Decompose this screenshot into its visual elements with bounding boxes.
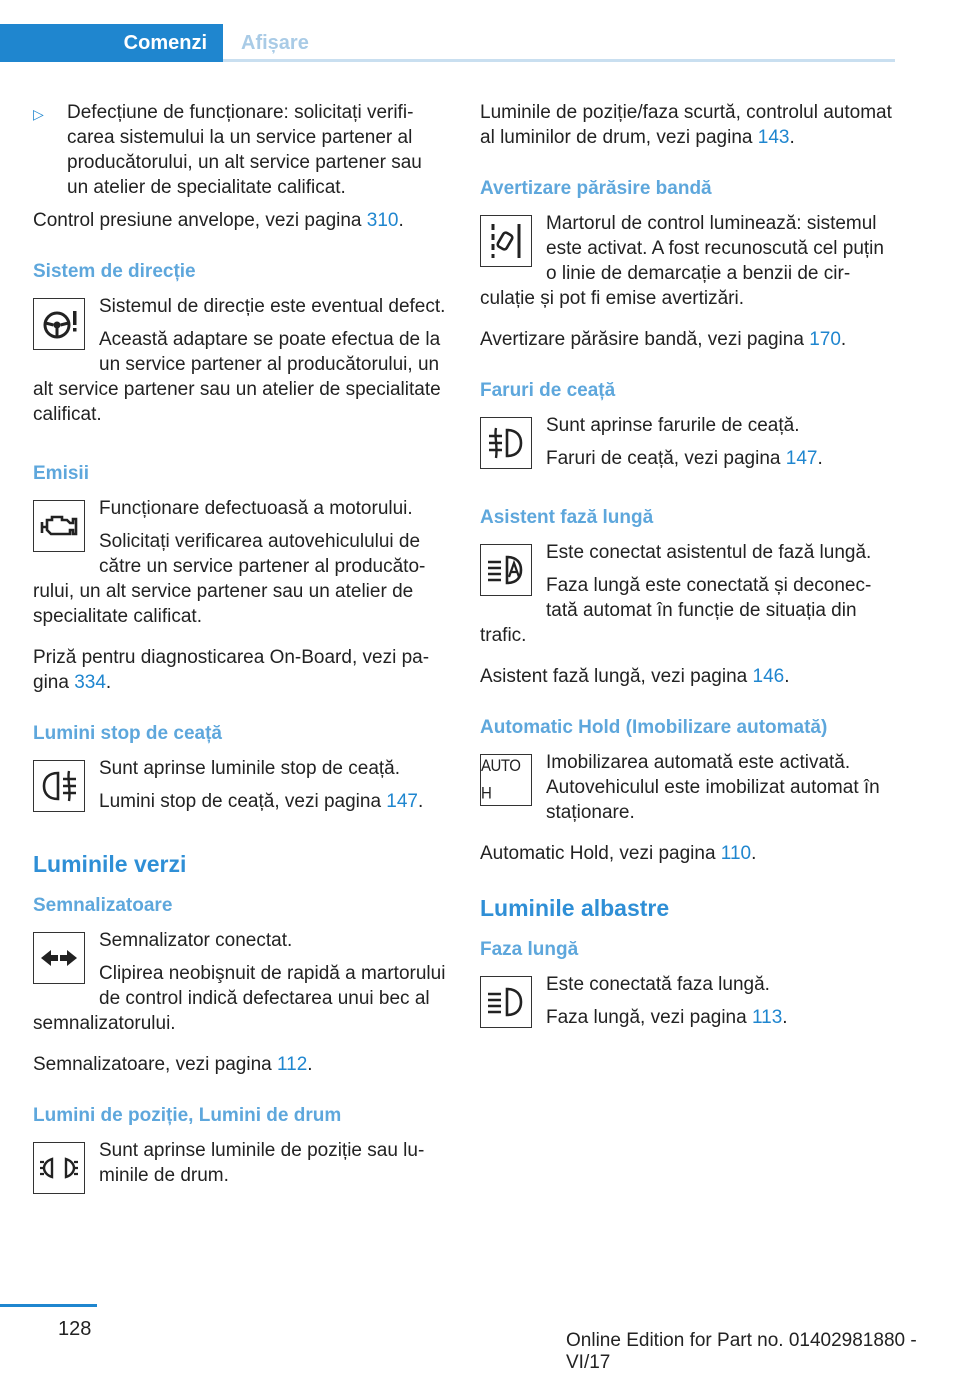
indicators-heading: Semnalizatoare — [33, 895, 173, 916]
tab-comenzi[interactable]: Comenzi — [0, 24, 223, 62]
emissions-entry: Funcționare defectuoasă a motorului. Solicitați verificarea autovehiculului de către un service partener al producătorului, un alt service partener sau un atelier de specialitate calificat. — [33, 498, 426, 627]
rear-fog-heading: Lumini stop de ceață — [33, 723, 222, 744]
page-number: 128 — [58, 1318, 92, 1340]
rear-fog-light-icon — [33, 760, 85, 812]
auto-hold-icon-label: AUTO H — [481, 756, 521, 804]
front-fog-heading: Faruri de ceață — [480, 380, 616, 401]
malfunction-bullet — [33, 100, 447, 200]
lane-departure-icon — [480, 215, 532, 267]
hba-heading: Asistent fază lungă — [480, 507, 654, 528]
auto-hold-icon — [480, 754, 532, 806]
steering-warning-icon — [33, 298, 85, 350]
autohold-ref: Automatic Hold, vezi pagina 110. — [480, 843, 757, 864]
page-link-310[interactable]: 310 — [366, 210, 399, 231]
high-beam-heading: Faza lungă — [480, 939, 579, 960]
steering-heading: Sistem de direcție — [33, 261, 196, 282]
header-tabs — [0, 24, 895, 62]
obd-socket-ref: Priză pentru diagnosticarea On-Board, vezi pagina 334. — [33, 647, 430, 693]
indicators-entry: Semnalizator conectat. Clipirea neobişnuit de rapidă a martorului de control indică defectarea unui bec al semnalizatorului. — [33, 930, 446, 1034]
page-link-146[interactable]: 146 — [752, 666, 785, 687]
high-beam-entry: Este conectată faza lungă. Faza lungă, vezi pagina 113. — [480, 972, 894, 1038]
page-link-113[interactable]: 113 — [751, 1007, 783, 1028]
position-lights-icon — [33, 1142, 85, 1194]
position-lights-heading: Lumini de poziție, Lumini de drum — [33, 1105, 342, 1126]
lane-entry: Martorul de control luminează: sistemul este activat. A fost recunoscută cel puțin o linie de demarcație a benzii de circulație și pot fi emise avertizări. — [480, 213, 884, 309]
page-link-112[interactable]: 112 — [276, 1054, 308, 1075]
emissions-heading: Emisii — [33, 463, 89, 484]
steering-entry: Sistemul de direcție este eventual defect. Această adaptare se poate efectua de la un service partener al producătorului, un alt service partener sau un atelier de specialitate calificat. — [33, 296, 446, 425]
turn-signal-arrows-icon — [33, 932, 85, 984]
page-link-147-front[interactable]: 147 — [785, 448, 818, 469]
bullet-text: Defecțiune de funcționare: solicitați verificarea sistemului la un service partener al producătorului, un alt service partener sau un atelier de specialitate calificat. — [67, 102, 422, 198]
triangle-bullet-icon: ▷ — [33, 106, 44, 122]
lane-heading: Avertizare părăsire bandă — [480, 178, 712, 199]
page-link-110[interactable]: 110 — [720, 843, 752, 864]
edition-note: Online Edition for Part no. 01402981880 - VI/17 — [566, 1330, 917, 1373]
left-column — [33, 100, 447, 1208]
blue-lights-heading: Luminile albastre — [480, 895, 670, 921]
indicators-ref: Semnalizatoare, vezi pagina 112. — [33, 1054, 313, 1075]
green-lights-heading: Luminile verzi — [33, 851, 187, 877]
tire-pressure-ref: Control presiune anvelope, vezi pagina 310. — [33, 210, 404, 231]
lane-ref: Avertizare părăsire bandă, vezi pagina 170. — [480, 329, 847, 350]
hba-ref: Asistent fază lungă, vezi pagina 146. — [480, 666, 790, 687]
page-link-147[interactable]: 147 — [386, 791, 418, 812]
footer-accent-line — [0, 1304, 97, 1307]
intro-ref: Luminile de poziție/faza scurtă, controlul automat al luminilor de drum, vezi pagina 143. — [480, 102, 892, 148]
front-fog-light-icon — [480, 417, 532, 469]
right-column — [480, 100, 894, 1046]
page-link-170[interactable]: 170 — [809, 329, 841, 350]
high-beam-icon — [480, 976, 532, 1028]
autohold-entry: AUTO H Imobilizarea automată este activată. Autovehiculul este imobilizat automat în staționare. — [481, 752, 880, 823]
tab-afisare[interactable]: Afișare — [241, 31, 309, 54]
rear-fog-entry: Sunt aprinse luminile stop de ceață. Lumini stop de ceață, vezi pagina 147. — [33, 756, 447, 822]
hba-entry: Este conectat asistentul de fază lungă. Faza lungă este conectată și deconectată automat în funcție de situația din trafic. — [480, 542, 872, 646]
engine-icon — [33, 500, 85, 552]
high-beam-assist-icon — [480, 544, 532, 596]
front-fog-entry: Sunt aprinse farurile de ceață. Faruri de ceață, vezi pagina 147. — [480, 413, 894, 479]
autohold-heading: Automatic Hold (Imobilizare automată) — [480, 717, 828, 738]
tab-divider — [223, 59, 895, 62]
page-link-334[interactable]: 334 — [74, 672, 106, 693]
page-link-143[interactable]: 143 — [757, 127, 790, 148]
position-lights-entry: Sunt aprinse luminile de poziție sau luminile de drum. — [33, 1138, 447, 1200]
